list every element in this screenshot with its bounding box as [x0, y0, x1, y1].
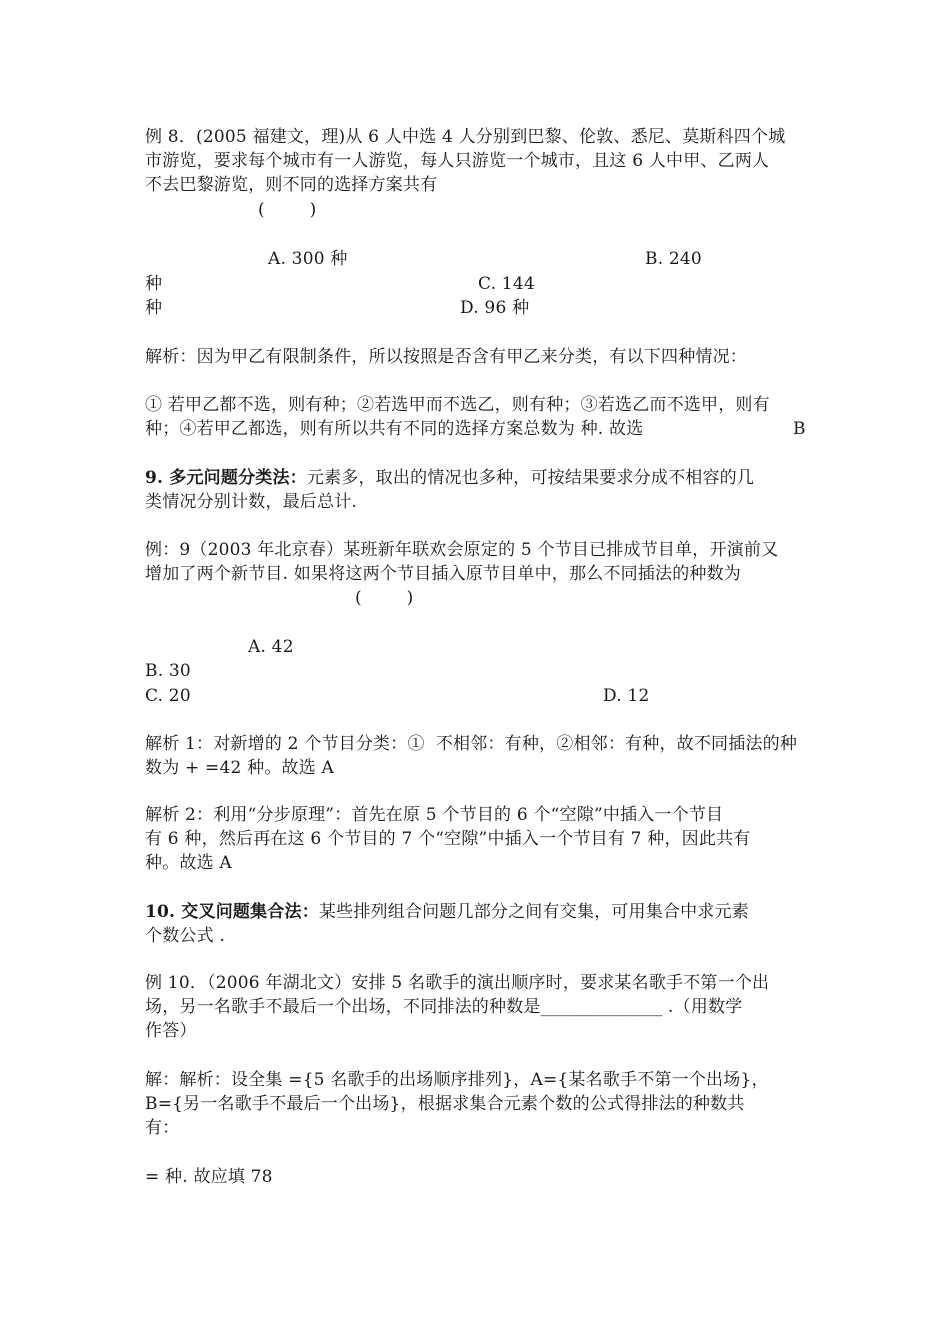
example-9-question-line-1: 例：9（2003 年北京春）某班新年联欢会原定的 5 个节目已排成节目单，开演前又: [145, 540, 779, 560]
example-9-option-a: A. 42: [248, 637, 294, 657]
example-10-question-line-3: 作答）: [145, 1021, 197, 1041]
section-10-title: 10. 交叉问题集合法：: [145, 902, 319, 922]
example-9-answer-blank: ( ): [355, 588, 414, 608]
section-10-heading-line-2: 个数公式 .: [145, 926, 226, 946]
example-8-option-b: B. 240: [645, 249, 702, 269]
example-9-solution-2-line-1: 解析 2：利用“分步原理”：首先在原 5 个节目的 6 个“空隙”中插入一个节目: [145, 805, 724, 825]
example-10-solution-line-3: 有：: [145, 1118, 180, 1138]
example-9-option-d: D. 12: [603, 686, 650, 706]
example-9-solution-1-line-1: 解析 1：对新增的 2 个节目分类：① 不相邻：有种，②相邻：有种，故不同插法的种: [145, 734, 798, 754]
example-8-solution-line-3: 种；④若甲乙都选，则有所以共有不同的选择方案总数为 种. 故选: [145, 419, 644, 439]
section-10-text: 某些排列组合问题几部分之间有交集，可用集合中求元素: [318, 902, 749, 922]
section-9-heading-line-1: [145, 466, 754, 490]
example-10-solution-line-1: 解：解析：设全集 ={5 名歌手的出场顺序排列}，A={某名歌手不第一个出场}，: [145, 1070, 769, 1090]
example-8-option-a: A. 300 种: [268, 249, 348, 269]
example-9-solution-2-line-3: 种。故选 A: [145, 853, 232, 873]
section-9-heading-line-2: 类情况分别计数，最后总计.: [145, 492, 358, 512]
example-10-question-line-1: 例 10．（2006 年湖北文）安排 5 名歌手的演出顺序时，要求某名歌手不第一个出: [145, 973, 770, 993]
example-9-solution-2-line-2: 有 6 种，然后再在这 6 个节目的 7 个“空隙”中插入一个节目有 7 种，因此共有: [145, 829, 751, 849]
example-9-option-b: B. 30: [145, 661, 191, 681]
example-8-solution-line-1: 解析：因为甲乙有限制条件，所以按照是否含有甲乙来分类，有以下四种情况：: [145, 347, 747, 367]
example-8-solution-line-2: ① 若甲乙都不选，则有种；②若选甲而不选乙，则有种；③若选乙而不选甲，则有: [145, 395, 770, 415]
section-9-text: 元素多，取出的情况也多种，可按结果要求分成不相容的几: [306, 468, 755, 488]
example-10-solution-line-2: B={另一名歌手不最后一个出场}，根据求集合元素个数的公式得排法的种数共: [145, 1094, 745, 1114]
section-9-title: 9. 多元问题分类法：: [145, 468, 307, 488]
example-8-question-line-1: 例 8．(2005 福建文，理)从 6 人中选 4 人分别到巴黎、伦敦、悉尼、莫斯科四个城: [145, 127, 786, 147]
example-8-option-b-unit: 种: [145, 274, 163, 294]
example-9-question-line-2: 增加了两个新节目. 如果将这两个节目插入原节目单中，那么不同插法的种数为: [145, 564, 742, 584]
example-8-answer-blank: ( ): [258, 200, 317, 220]
example-10-solution-line-4: = 种. 故应填 78: [145, 1167, 273, 1187]
example-9-option-c: C. 20: [145, 686, 191, 706]
example-8-option-c-unit: 种: [145, 298, 163, 318]
section-10-heading-line-1: [145, 900, 749, 924]
example-8-answer: B: [793, 419, 806, 439]
example-8-option-d: D. 96 种: [460, 298, 530, 318]
example-9-solution-1-line-2: 数为 + =42 种。故选 A: [145, 758, 335, 778]
example-8-option-c: C. 144: [478, 274, 535, 294]
example-8-question-line-3: 不去巴黎游览，则不同的选择方案共有: [145, 175, 438, 195]
example-10-question-line-2: 场，另一名歌手不最后一个出场，不同排法的种数是______________ .（用数学: [145, 997, 743, 1017]
example-8-question-line-2: 市游览，要求每个城市有一人游览，每人只游览一个城市，且这 6 人中甲、乙两人: [145, 151, 770, 171]
